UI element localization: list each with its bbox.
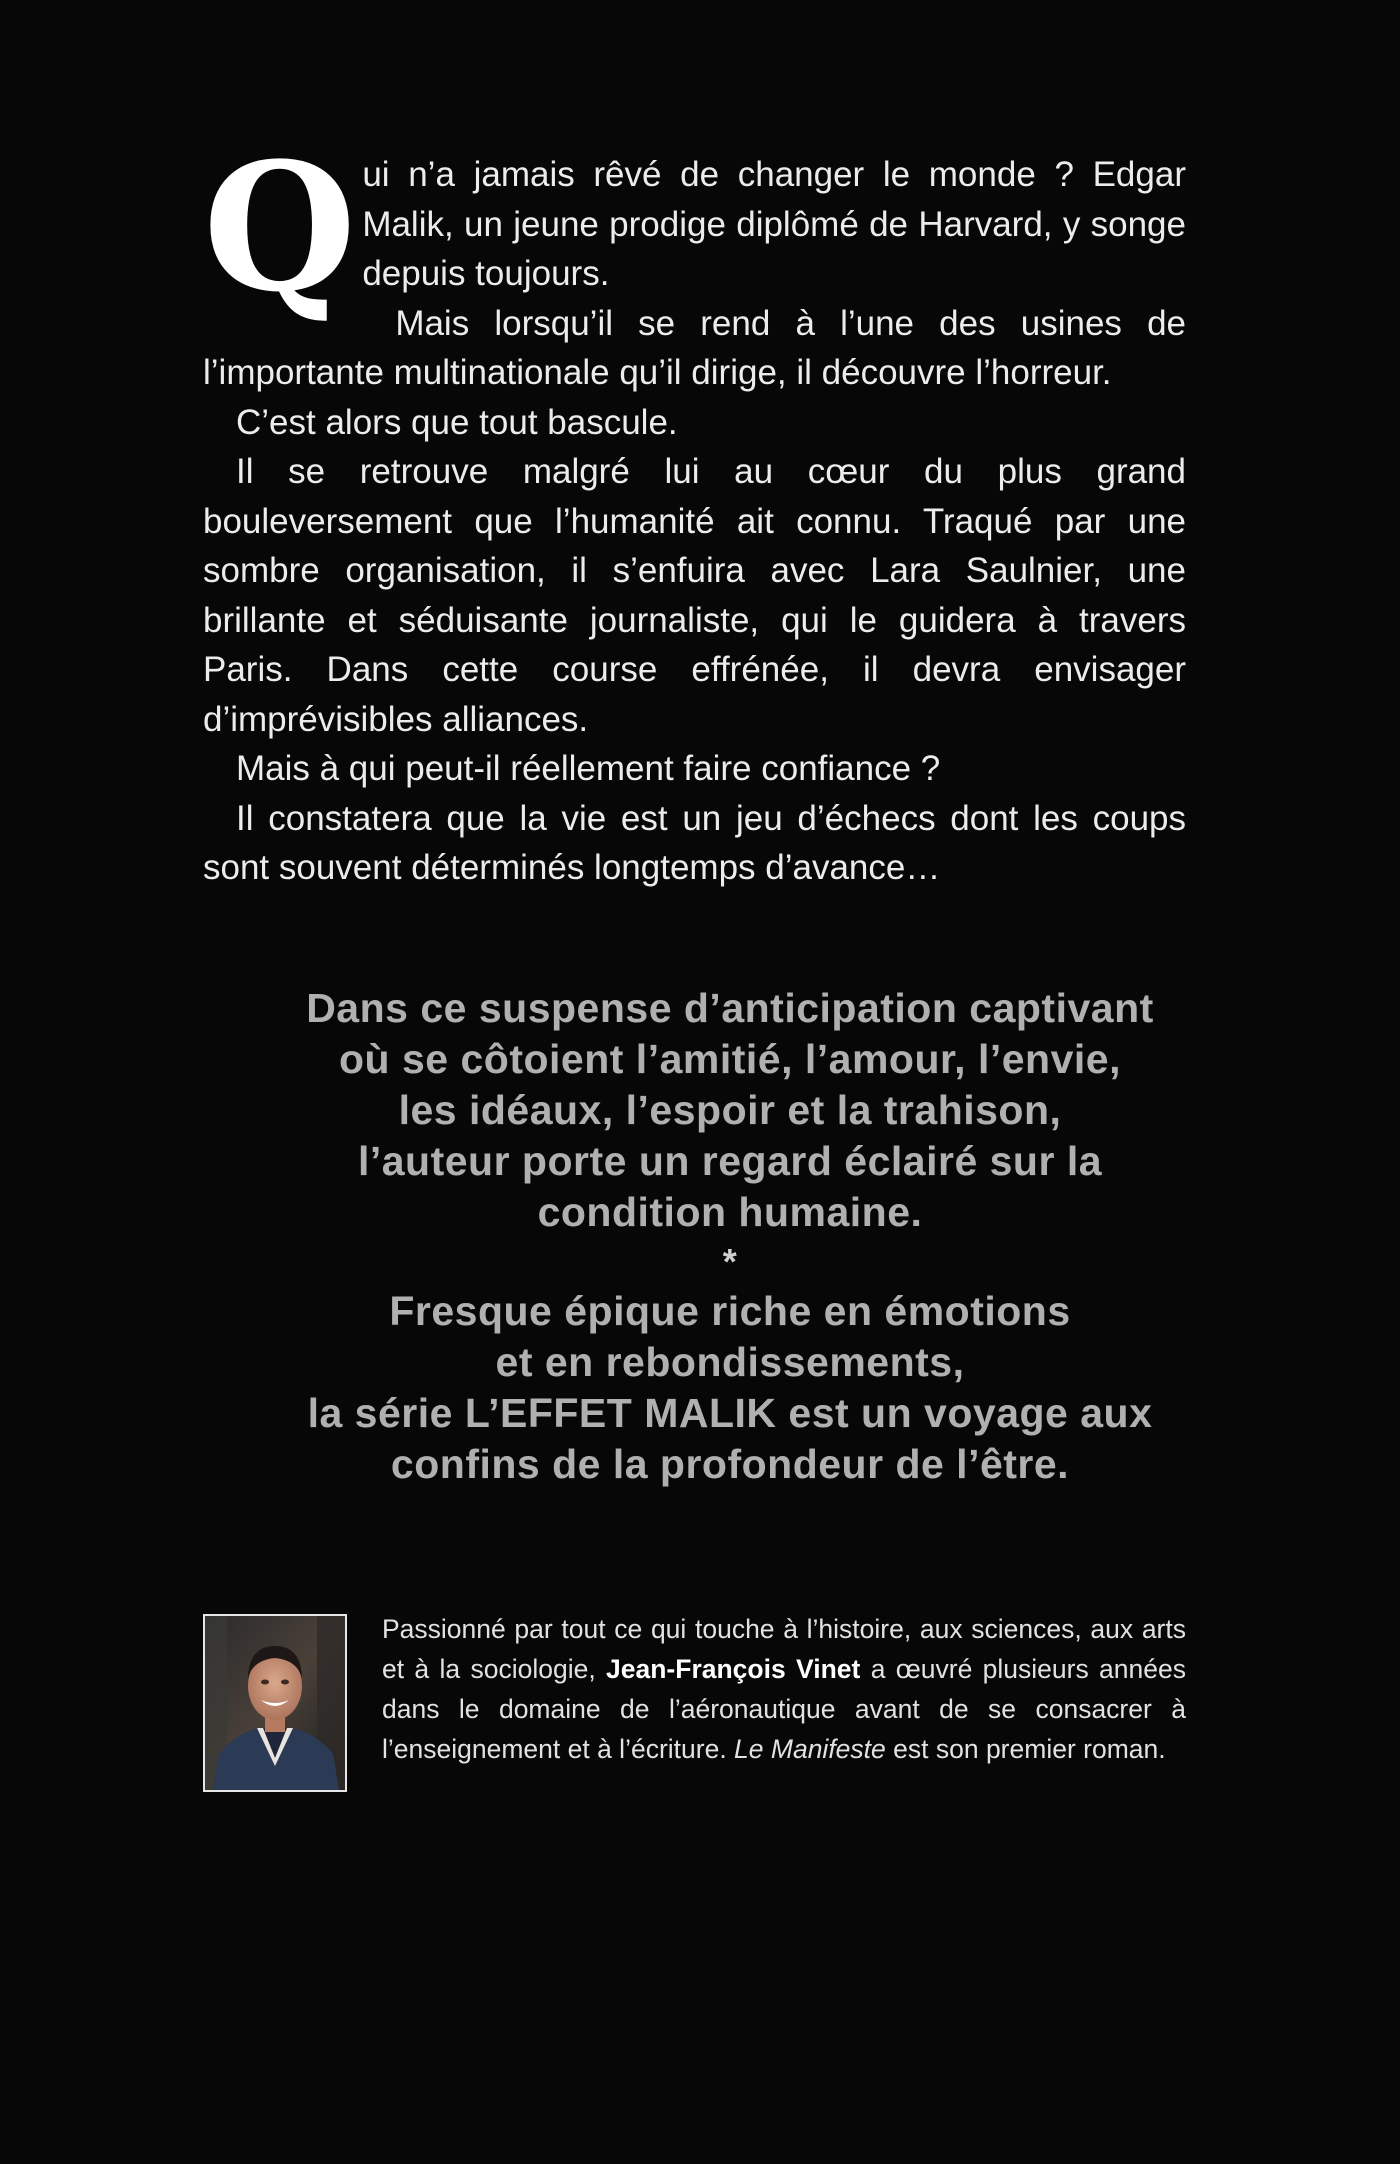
pitch-line: où se côtoient l’amitié, l’amour, l’envie, [339,1036,1121,1082]
author-portrait-image [205,1616,345,1790]
pitch-line: Fresque épique riche en émotions [389,1288,1071,1334]
pitch-line: et en rebondissements, [495,1339,965,1385]
book-title: Le Manifeste [734,1734,886,1764]
author-bio [382,1609,1186,1769]
synopsis-paragraph: Mais à qui peut-il réellement faire confiance ? [236,749,941,788]
synopsis-paragraph: C’est alors que tout bascule. [236,402,678,442]
pitch-blurb [180,983,1280,1490]
pitch-line: Dans ce suspense d’anticipation captivant [306,985,1154,1031]
author-bio-text: Passionné par tout ce qui touche à l’histoire, aux sciences, aux arts et à la sociologie, Jean-François Vinet a œuvré plusieurs années dans le domaine de l’aéronautique avant de se consacrer à l’enseignement et à l’écriture. Le Manifeste est son premier roman. [382,1614,1186,1764]
pitch-line: condition humaine. [537,1189,923,1235]
author-photo [203,1614,347,1792]
author-name: Jean-François Vinet [606,1654,861,1684]
pitch-line: la série L’EFFET MALIK est un voyage aux [307,1390,1153,1436]
synopsis-paragraph: Qui n’a jamais rêvé de changer le monde ? Edgar Malik, un jeune prodige diplômé de Harvard, y songe depuis toujours. [203,124,1186,331]
pitch-line: les idéaux, l’espoir et la trahison, [398,1087,1062,1133]
synopsis-paragraph: Il constatera que la vie est un jeu d’échecs dont les coups sont souvent déterminés longtemps d’avance… [203,798,1186,887]
synopsis-paragraph: Il se retrouve malgré lui au cœur du plus grand bouleversement que l’humanité ait connu. Traqué par une sombre organisation, il s’enfuira avec Lara Saulnier, une brillante et séduisante journaliste, qui le guidera à travers Paris. Dans cette course effrénée, il devra envisager d’imprévisibles alliances. [203,452,1186,739]
drop-cap: Q [203,124,357,331]
pitch-separator: * [722,1241,738,1282]
synopsis-paragraph: Mais lorsqu’il se rend à l’une des usines de l’importante multinationale qu’il dirige, il découvre l’horreur. [203,303,1186,392]
pitch-line: l’auteur porte un regard éclairé sur la [357,1138,1103,1184]
pitch-line: confins de la profondeur de l’être. [390,1441,1070,1487]
synopsis [203,124,1186,893]
